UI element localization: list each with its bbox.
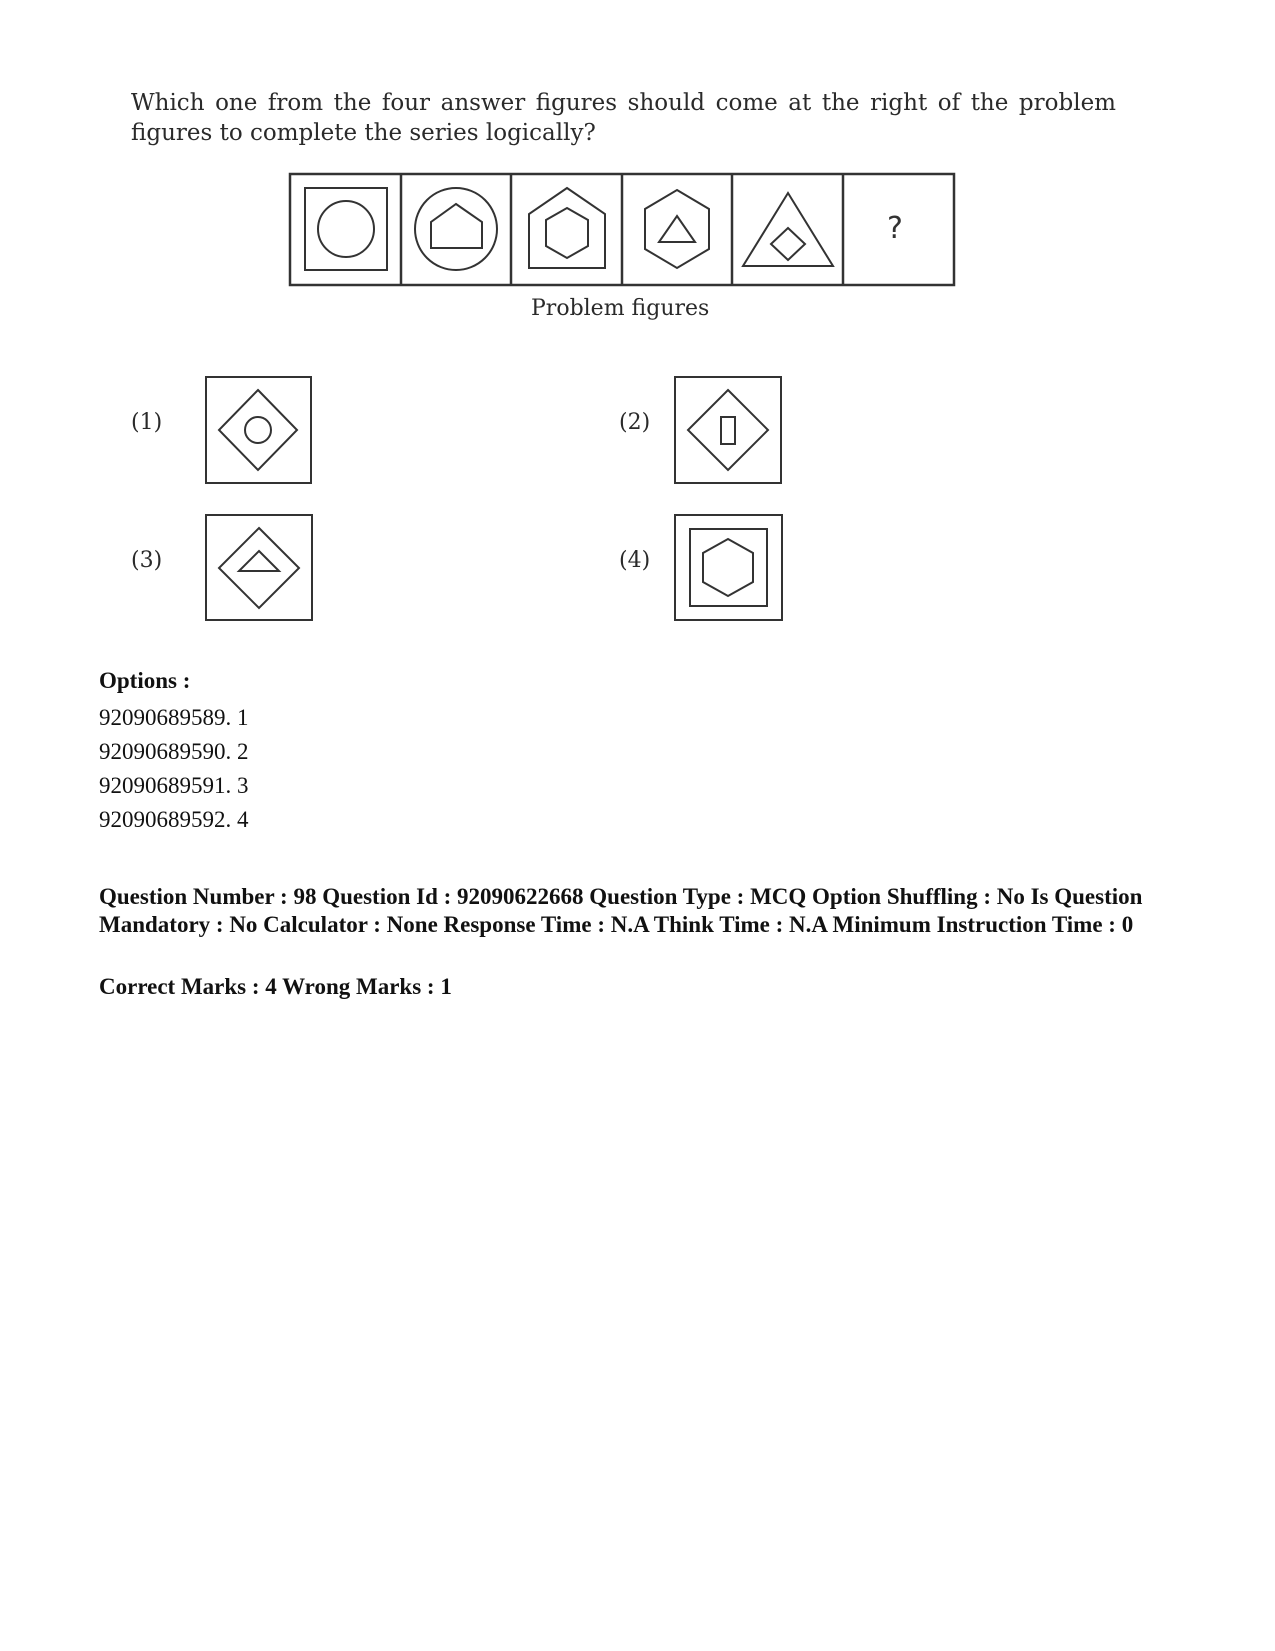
problem-figures-strip [290, 174, 954, 285]
unknown-figure-mark: ? [887, 211, 903, 246]
problem-figure-1 [305, 188, 387, 270]
problem-figure-3 [529, 188, 605, 268]
option-item[interactable]: 92090689589. 1 [99, 705, 249, 730]
answer-frame [675, 515, 782, 620]
problem-figure-5 [743, 193, 833, 266]
answer-label-4: (4) [619, 548, 651, 573]
options-heading: Options : [99, 668, 191, 693]
problem-figure-4 [645, 190, 709, 268]
answer-frame [675, 377, 781, 483]
problem-figure-2 [415, 188, 497, 270]
option-item[interactable]: 92090689591. 3 [99, 773, 249, 798]
answer-figure-1[interactable] [206, 377, 311, 483]
circle-shape [415, 188, 497, 270]
diamond-shape [771, 228, 805, 260]
diamond-shape [688, 390, 768, 470]
triangle-shape [239, 551, 279, 571]
answer-label-3: (3) [131, 548, 163, 573]
hexagon-shape [703, 539, 753, 596]
hexagon-shape [546, 208, 588, 258]
question-meta: Question Number : 98 Question Id : 92090622668 Question Type : MCQ Option Shuffling : No Is Question Mandatory : No Calculator : None Response Time : N.A Think Time : N.A Minimum Instruction Time : 0 [99, 884, 1143, 937]
problem-figures-caption: Problem figures [531, 296, 710, 321]
diamond-shape [219, 390, 297, 470]
answer-figure-3[interactable] [206, 515, 312, 620]
options-list [99, 701, 249, 837]
hexagon-shape [645, 190, 709, 268]
answer-frame [206, 515, 312, 620]
answer-figure-2[interactable] [675, 377, 781, 483]
option-item[interactable]: 92090689590. 2 [99, 739, 249, 764]
option-item[interactable]: 92090689592. 4 [99, 807, 249, 832]
diamond-shape [219, 528, 299, 608]
triangle-shape [743, 193, 833, 266]
answer-label-2: (2) [619, 410, 651, 435]
triangle-shape [659, 216, 695, 242]
square-shape [690, 529, 767, 606]
pentagon-shape [431, 204, 482, 248]
answer-label-1: (1) [131, 410, 163, 435]
answer-figure-4[interactable] [675, 515, 782, 620]
circle-shape [318, 201, 374, 257]
marks-info: Correct Marks : 4 Wrong Marks : 1 [99, 974, 452, 999]
rectangle-shape [721, 417, 735, 444]
question-text: Which one from the four answer figures should come at the right of the problem figures to complete the series logically? [131, 90, 1116, 146]
circle-shape [245, 417, 271, 443]
pentagon-shape [529, 188, 605, 268]
answer-frame [206, 377, 311, 483]
